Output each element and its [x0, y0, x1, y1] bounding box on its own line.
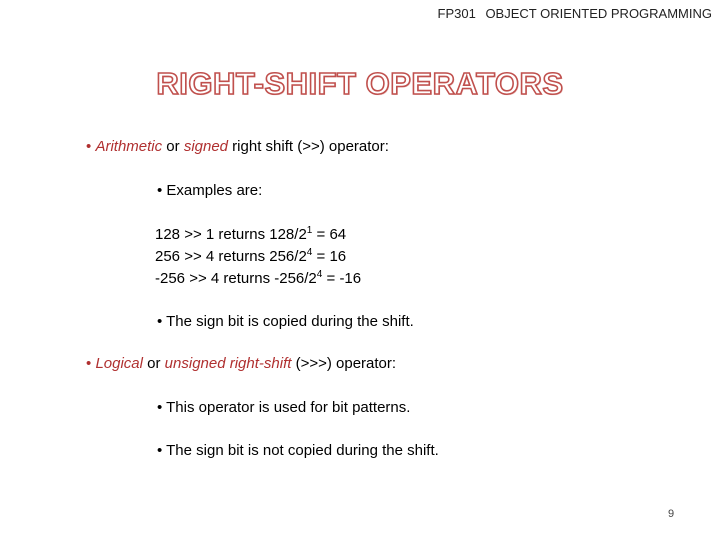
page-number: 9 [668, 508, 675, 520]
course-code: FP301 [437, 6, 476, 21]
example-right: = -16 [322, 270, 362, 287]
bullet-marker: • [86, 138, 92, 155]
example-exponent: 1 [306, 225, 313, 236]
term-unsigned-right-shift: unsigned right-shift [164, 355, 292, 372]
or-word: or [142, 355, 165, 372]
bullet-marker: • [86, 355, 92, 372]
example-left: 256 >> 4 returns 256/2 [155, 248, 307, 265]
term-logical: Logical [95, 355, 143, 372]
example-left: 128 >> 1 returns 128/2 [155, 226, 307, 243]
sign-bit-not-copied-note: • The sign bit is not copied during the shift. [157, 442, 439, 459]
bullet-text: (>>>) operator: [291, 355, 397, 372]
example-right: = 64 [312, 226, 347, 243]
example-exponent: 4 [316, 269, 323, 280]
example-right: = 16 [312, 248, 347, 265]
example-exponent: 4 [306, 247, 313, 258]
bullet-logical-shift [86, 355, 396, 372]
course-title: OBJECT ORIENTED PROGRAMMING [485, 6, 712, 21]
bit-patterns-note: • This operator is used for bit patterns. [157, 399, 411, 416]
term-arithmetic: Arithmetic [95, 138, 163, 155]
sign-bit-copied-note: • The sign bit is copied during the shift. [157, 313, 414, 330]
example-line [155, 248, 346, 265]
or-word: or [162, 138, 184, 155]
example-left: -256 >> 4 returns -256/2 [155, 270, 317, 287]
example-line [155, 270, 361, 287]
bullet-text: right shift (>>) operator: [228, 138, 389, 155]
course-header [438, 6, 713, 21]
slide-title: RIGHT-SHIFT OPERATORS [156, 66, 564, 101]
bullet-arithmetic-shift [86, 138, 389, 155]
examples-heading: • Examples are: [157, 182, 263, 199]
example-line [155, 226, 346, 243]
term-signed: signed [183, 138, 229, 155]
